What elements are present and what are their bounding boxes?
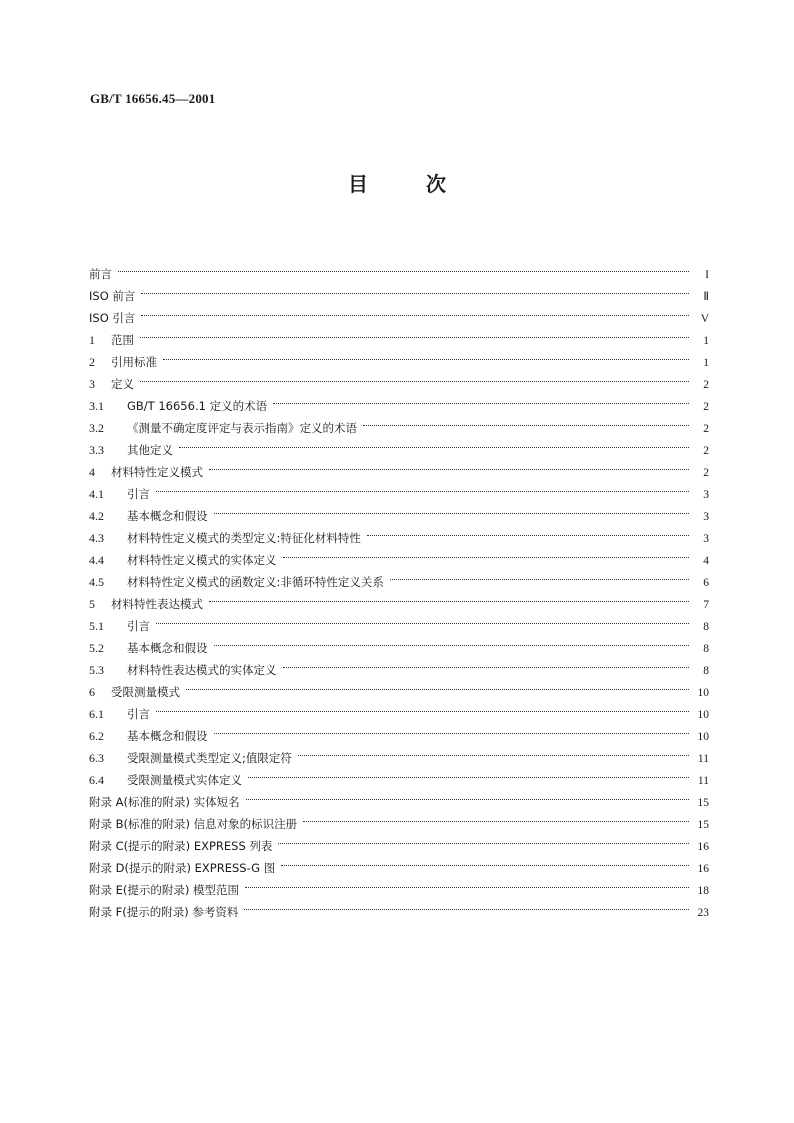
- toc-leader-dots: [363, 410, 689, 432]
- toc-entry-text: 引用标准: [111, 355, 157, 369]
- toc-entry-label: [89, 263, 118, 285]
- toc-entry-number: 3.2: [89, 421, 104, 435]
- toc-entry-label: [89, 505, 214, 527]
- toc-entry-page: 10: [697, 709, 709, 721]
- toc-leader-dots: [156, 608, 689, 630]
- toc-entry-number: 3.1: [89, 399, 104, 413]
- toc-entry-label: [89, 813, 303, 835]
- toc-entry-text: 附录 C(提示的附录) EXPRESS 列表: [89, 839, 273, 853]
- toc-entry-label: [89, 329, 140, 351]
- toc-entry-page: 2: [703, 401, 709, 413]
- toc-entry-page: 1: [703, 357, 709, 369]
- toc-entry-number: 3.3: [89, 443, 104, 457]
- toc-entry-page: 3: [703, 489, 709, 501]
- toc-entry-text: 前言: [89, 267, 112, 281]
- toc-leader-dots: [248, 762, 689, 784]
- toc-entry[interactable]: [89, 322, 709, 347]
- toc-entry[interactable]: [89, 696, 709, 721]
- toc-leader-dots: [281, 850, 689, 872]
- toc-entry-text: 受限测量模式: [111, 685, 180, 699]
- toc-leader-dots: [245, 872, 689, 894]
- toc-entry[interactable]: [89, 630, 709, 655]
- toc-leader-dots: [156, 696, 689, 718]
- toc-leader-dots: [273, 388, 689, 410]
- toc-leader-dots: [283, 652, 690, 674]
- toc-entry-number: 4.4: [89, 553, 104, 567]
- toc-entry-text: 定义: [111, 377, 134, 391]
- toc-leader-dots: [278, 828, 689, 850]
- toc-leader-dots: [283, 542, 690, 564]
- toc-entry-text: 材料特性表达模式的实体定义: [127, 663, 277, 677]
- toc-entry-page: 8: [703, 643, 709, 655]
- toc-entry-label: [89, 769, 248, 791]
- toc-leader-dots: [141, 300, 689, 322]
- toc-entry-text: 材料特性定义模式: [111, 465, 203, 479]
- toc-entry-text: 附录 D(提示的附录) EXPRESS-G 图: [89, 861, 276, 875]
- toc-entry-page: 7: [703, 599, 709, 611]
- toc-entry[interactable]: [89, 278, 709, 303]
- toc-entry-page: Ⅱ: [703, 291, 709, 303]
- toc-entry-text: GB/T 16656.1 定义的术语: [127, 399, 268, 413]
- toc-entry-text: 材料特性表达模式: [111, 597, 203, 611]
- toc-leader-dots: [140, 322, 689, 344]
- standard-code: GB/T 16656.45—2001: [90, 91, 216, 106]
- toc-entry[interactable]: [89, 476, 709, 501]
- toc-entry-number: 6.3: [89, 751, 104, 765]
- toc-entry-page: 18: [697, 885, 709, 897]
- toc-leader-dots: [186, 674, 689, 696]
- toc-entry-page: 15: [697, 819, 709, 831]
- toc-entry-page: 8: [703, 665, 709, 677]
- title-part-1: 目: [348, 172, 368, 196]
- toc-entry-text: 受限测量模式实体定义: [127, 773, 242, 787]
- toc-entry-page: I: [705, 269, 709, 281]
- toc-entry-page: 8: [703, 621, 709, 633]
- toc-entry-number: 5.1: [89, 619, 104, 633]
- toc-entry-label: [89, 791, 246, 813]
- toc-leader-dots: [163, 344, 689, 366]
- toc-entry[interactable]: [89, 432, 709, 457]
- toc-entry-text: 受限测量模式类型定义;值限定符: [127, 751, 292, 765]
- toc-entry-number: 6.4: [89, 773, 104, 787]
- toc-entry[interactable]: [89, 300, 709, 325]
- toc-leader-dots: [244, 894, 689, 916]
- toc-entry-number: 4.5: [89, 575, 104, 589]
- page-title: [0, 168, 794, 197]
- toc-leader-dots: [156, 476, 689, 498]
- toc-entry-label: [89, 395, 273, 417]
- toc-leader-dots: [141, 278, 689, 300]
- toc-entry-number: 4: [89, 465, 95, 479]
- toc-entry-label: [89, 637, 214, 659]
- toc-entry-number: 6.2: [89, 729, 104, 743]
- toc-entry-page: 1: [703, 335, 709, 347]
- toc-entry-text: ISO 前言: [89, 289, 136, 303]
- toc-entry-text: 范围: [111, 333, 134, 347]
- toc-entry-page: 11: [697, 753, 709, 765]
- toc-entry-label: [89, 549, 283, 571]
- toc-entry-text: 附录 B(标准的附录) 信息对象的标识注册: [89, 817, 298, 831]
- toc-entry-number: 2: [89, 355, 95, 369]
- toc-entry-page: 3: [703, 533, 709, 545]
- toc-entry-text: 材料特性定义模式的类型定义:特征化材料特性: [127, 531, 361, 545]
- toc-entry-page: 16: [697, 841, 709, 853]
- toc-entry-page: 16: [697, 863, 709, 875]
- toc-entry-label: [89, 439, 179, 461]
- toc-entry-number: 4.3: [89, 531, 104, 545]
- toc-entry-label: [89, 307, 141, 329]
- toc-entry[interactable]: [89, 454, 709, 479]
- toc-entry-number: 5: [89, 597, 95, 611]
- toc-leader-dots: [214, 498, 690, 520]
- toc-entry[interactable]: [89, 608, 709, 633]
- toc-entry-text: 引言: [127, 619, 150, 633]
- toc-entry-label: [89, 879, 245, 901]
- toc-leader-dots: [367, 520, 689, 542]
- toc-leader-dots: [246, 784, 689, 806]
- toc-entry-label: [89, 725, 214, 747]
- title-part-2: 次: [426, 172, 446, 196]
- toc-entry-number: 1: [89, 333, 95, 347]
- toc-entry-text: 其他定义: [127, 443, 173, 457]
- toc-entry-text: 附录 A(标准的附录) 实体短名: [89, 795, 240, 809]
- toc-entry[interactable]: [89, 256, 709, 281]
- toc-leader-dots: [140, 366, 689, 388]
- toc-leader-dots: [298, 740, 689, 762]
- toc-entry-label: [89, 483, 156, 505]
- toc-entry-text: 引言: [127, 487, 150, 501]
- toc-entry-page: 6: [703, 577, 709, 589]
- toc-entry-number: 6.1: [89, 707, 104, 721]
- toc-leader-dots: [214, 718, 690, 740]
- toc-entry-text: ISO 引言: [89, 311, 136, 325]
- toc-entry-text: 附录 E(提示的附录) 模型范围: [89, 883, 240, 897]
- toc-entry-page: 11: [697, 775, 709, 787]
- toc-entry-text: 附录 F(提示的附录) 参考资料: [89, 905, 239, 919]
- toc-leader-dots: [118, 256, 689, 278]
- toc-entry-label: [89, 835, 278, 857]
- toc-entry-page: 2: [703, 445, 709, 457]
- toc-entry[interactable]: [89, 344, 709, 369]
- toc-entry-page: 3: [703, 511, 709, 523]
- toc-entry-label: [89, 373, 140, 395]
- toc-entry-label: [89, 901, 244, 923]
- toc-entry-label: [89, 703, 156, 725]
- toc-entry-page: 23: [697, 907, 709, 919]
- toc-entry-page: 10: [697, 731, 709, 743]
- toc-entry[interactable]: [89, 498, 709, 523]
- toc-leader-dots: [209, 454, 689, 476]
- toc-leader-dots: [179, 432, 689, 454]
- toc-entry-number: 4.2: [89, 509, 104, 523]
- table-of-contents: [89, 256, 709, 919]
- toc-leader-dots: [303, 806, 689, 828]
- toc-entry-page: 2: [703, 423, 709, 435]
- toc-entry-label: [89, 285, 141, 307]
- toc-entry-page: 15: [697, 797, 709, 809]
- toc-entry-text: 材料特性定义模式的实体定义: [127, 553, 277, 567]
- toc-entry-number: 5.2: [89, 641, 104, 655]
- toc-entry-number: 6: [89, 685, 95, 699]
- toc-entry-page: 10: [697, 687, 709, 699]
- toc-entry-number: 5.3: [89, 663, 104, 677]
- toc-entry[interactable]: [89, 718, 709, 743]
- toc-entry[interactable]: [89, 388, 709, 413]
- toc-entry-number: 4.1: [89, 487, 104, 501]
- toc-entry-label: [89, 615, 156, 637]
- toc-entry-text: 《测量不确定度评定与表示指南》定义的术语: [127, 421, 357, 435]
- toc-entry-text: 材料特性定义模式的函数定义:非循环特性定义关系: [127, 575, 384, 589]
- toc-entry-page: V: [700, 313, 709, 325]
- toc-entry-text: 基本概念和假设: [127, 509, 208, 523]
- toc-leader-dots: [390, 564, 689, 586]
- toc-entry-page: 2: [703, 379, 709, 391]
- toc-entry-text: 引言: [127, 707, 150, 721]
- toc-entry-number: 3: [89, 377, 95, 391]
- toc-leader-dots: [209, 586, 689, 608]
- toc-entry-page: 4: [703, 555, 709, 567]
- toc-entry[interactable]: [89, 366, 709, 391]
- toc-leader-dots: [214, 630, 690, 652]
- toc-entry-text: 基本概念和假设: [127, 729, 208, 743]
- toc-entry-text: 基本概念和假设: [127, 641, 208, 655]
- toc-entry-page: 2: [703, 467, 709, 479]
